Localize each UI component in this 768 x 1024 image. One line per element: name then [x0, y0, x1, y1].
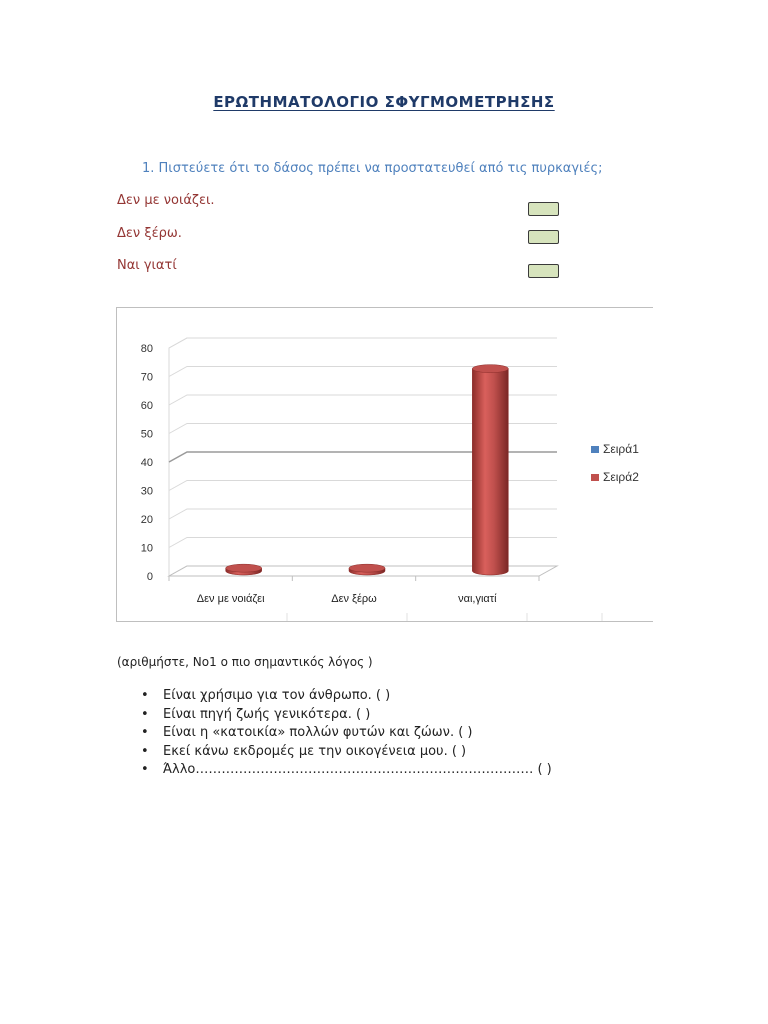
- y-tick-label: 60: [140, 400, 153, 412]
- legend-label: Σειρά2: [603, 470, 639, 484]
- option-label-dont-care: Δεν με νοιάζει.: [117, 193, 215, 208]
- bar-cylinder-top: [349, 564, 385, 572]
- ranking-instruction: (αριθμήστε, Νο1 ο πιο σημαντικός λόγος ): [117, 655, 373, 669]
- question-1: 1. Πιστεύετε ότι το δάσος πρέπει να προστατευθεί από τις πυρκαγιές;: [142, 161, 603, 176]
- legend-label: Σειρά1: [603, 442, 639, 456]
- reason-text: Άλλο…………………………………………………………………… ( ): [163, 762, 552, 777]
- y-tick-label: 40: [140, 457, 153, 469]
- bullet-icon: •: [141, 743, 149, 759]
- bar-chart: [117, 308, 653, 621]
- option-checkbox-dont-know[interactable]: [528, 230, 559, 244]
- chart-frame: [116, 307, 653, 622]
- list-item: [115, 743, 552, 762]
- y-tick-label: 0: [146, 571, 153, 583]
- option-label-dont-know: Δεν ξέρω.: [117, 226, 182, 241]
- option-checkbox-dont-care[interactable]: [528, 202, 559, 216]
- option-checkbox-yes-why[interactable]: [528, 264, 559, 278]
- x-tick-label: ναι,γιατί: [458, 593, 497, 605]
- reason-text: Εκεί κάνω εκδρομές με την οικογένεια μου. ( ): [163, 743, 467, 759]
- bar-cylinder: [472, 369, 508, 575]
- gridline: [169, 338, 557, 348]
- legend-swatch: [591, 474, 599, 481]
- reasons-list: [115, 687, 552, 780]
- list-item: [115, 724, 552, 743]
- list-item: [115, 761, 552, 780]
- x-tick-label: Δεν με νοιάζει: [196, 593, 265, 605]
- legend-swatch: [591, 446, 599, 453]
- list-item: [115, 687, 552, 706]
- reason-text: Είναι πηγή ζωής γενικότερα. ( ): [163, 706, 371, 722]
- bullet-icon: •: [141, 688, 149, 703]
- bar-cylinder-top: [472, 365, 508, 373]
- y-tick-label: 70: [140, 371, 153, 384]
- bullet-icon: •: [141, 706, 149, 722]
- y-tick-label: 30: [140, 485, 153, 498]
- bullet-icon: •: [141, 725, 149, 740]
- y-tick-label: 50: [140, 428, 153, 441]
- bar-cylinder-top: [226, 564, 262, 572]
- y-tick-label: 10: [140, 542, 153, 555]
- option-label-yes-why: Ναι γιατί: [117, 258, 177, 273]
- bullet-icon: •: [141, 762, 149, 777]
- y-tick-label: 20: [140, 514, 153, 526]
- x-tick-label: Δεν ξέρω: [331, 593, 377, 605]
- page-title: ΕΡΩΤΗΜΑΤΟΛΟΓΙΟ ΣΦΥΓΜΟΜΕΤΡΗΣΗΣ: [213, 93, 555, 111]
- reason-text: Είναι η «κατοικία» πολλών φυτών και ζώων. ( ): [163, 725, 473, 740]
- y-tick-label: 80: [140, 343, 153, 355]
- list-item: [115, 706, 552, 725]
- reason-text: Είναι χρήσιμο για τον άνθρωπο. ( ): [163, 688, 391, 703]
